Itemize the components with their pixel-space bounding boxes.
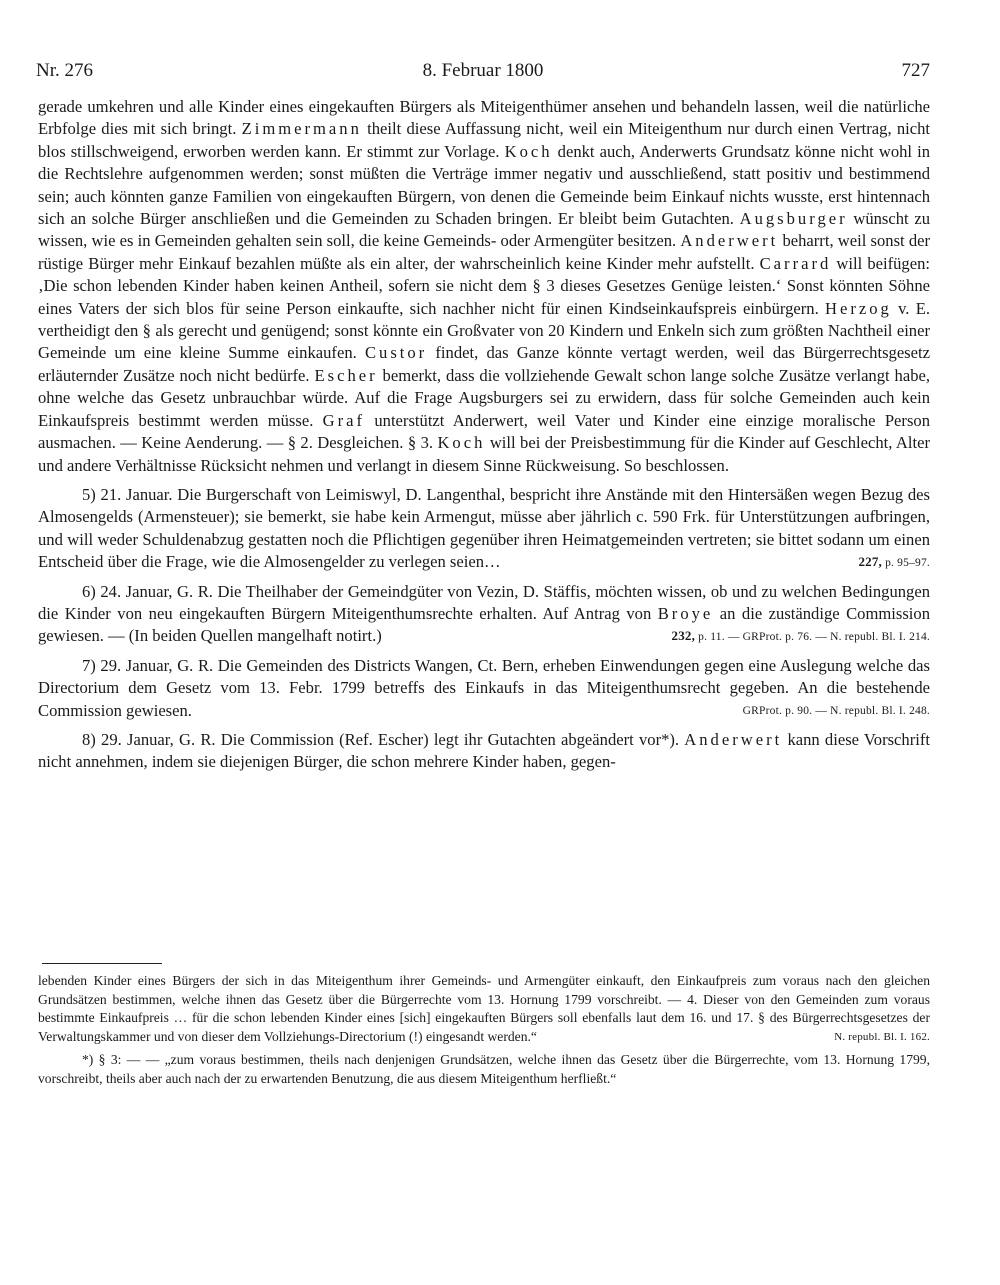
text-run: findet, das Ganze könnte vertagt werden, weil das Bürgerrechtsgesetz erläuternder Zusätze noch nicht bedürfe. (38, 343, 930, 385)
text-run: unterstützt Anderwert, weil Vater und Kinder eine einzige moralische Person ausmachen. — Keine Aenderung. — § 2. Desgleichen. § 3. (38, 410, 930, 453)
ref-number: 232, (671, 628, 696, 644)
text-run: wünscht zu wissen, wie es in Gemeinden gehalten sein soll, die keine Gemeinds- oder Armengüter besitzen. (38, 209, 930, 251)
speaker-name: Herzog (824, 298, 892, 318)
footnotes (38, 972, 930, 1094)
text-run: 7) 29. Januar, G. R. Die Gemeinden des Districts Wangen, Ct. Bern, erheben Einwendungen gegen eine Auslegung welche das Directorium dem Gesetz vom 13. Febr. 1799 betreffs des Einkaufs in das Miteigenthumsrecht gegeben. An die bestehende Commission gewiesen. (38, 655, 930, 720)
entry-8 (38, 729, 930, 774)
footnote-continuation (38, 972, 930, 1046)
source-reference (814, 551, 930, 574)
speaker-name: Anderwert (684, 729, 783, 749)
text-run: kann diese Vorschrift nicht annehmen, indem sie diejenigen Bürger, die schon mehrere Kinder haben, gegen- (38, 729, 930, 772)
speaker-name: Anderwert (680, 231, 779, 251)
source-reference (628, 625, 930, 648)
text-run: v. E. vertheidigt den § als gerecht und genügend; sonst könnte ein Großvater von 20 Kindern und Enkeln sich zum größten Nachtheil einer Gemeinde um eine kleine Summe einkaufen. (38, 298, 930, 363)
entry-7 (38, 655, 930, 722)
text-run: beharrt, weil sonst der rüstige Bürger mehr Einkauf bezahlen müßte als ein alter, der wahrscheinlich keine Kinder mehr aufstellt. (38, 231, 931, 273)
ref-pages: p. 11. — GRProt. p. 76. — N. republ. Bl. I. 214. (695, 631, 930, 644)
ref-number: 227, (858, 554, 882, 570)
text-run: gerade umkehren und alle Kinder eines eingekauften Bürgers als Miteigenthümer ansehen und behandeln lassen, weil die natürliche Erbfolge dies mit sich bringt. (38, 97, 930, 139)
source-reference: GRProt. p. 90. — N. republ. Bl. I. 248. (742, 704, 930, 717)
text-run: bemerkt, dass die vollziehende Gewalt schon lange solche Zusätze verlangt habe, ohne welche das Gesetz unbrauchbar würde. Auf die Frage Augsburgers sei zu erwidern, dass für solche Gemeinden auch kein Einkaufspreis bestimmt werden müsse. (38, 365, 931, 430)
speaker-name: Augsburger (739, 209, 848, 229)
running-header (36, 60, 930, 88)
speaker-name: Zimmermann (241, 119, 362, 139)
text-run: theilt diese Auffassung nicht, weil ein Miteigenthum nur durch einen Vertrag, nicht blos stillschweigend, erworben werden kann. Er stimmt zur Vorlage. (38, 119, 931, 161)
ref-pages: p. 95–97. (882, 557, 930, 570)
page-number: 727 (901, 60, 930, 81)
speaker-name: Carrard (759, 253, 832, 273)
footnote-asterisk: *) § 3: — — „zum voraus bestimmen, theils nach denjenigen Grundsätzen, welche ihnen das Gesetz über die Bürgerrechte, vom 13. Hornung 1799, vorschreibt, theils aber auch nach der zu erwartenden Benutzung, die aus diesem Miteigenthum herfließt.“ (38, 1052, 930, 1086)
footnote-divider (42, 963, 162, 964)
text-run: lebenden Kinder eines Bürgers der sich in das Miteigenthum ihrer Gemeinds- und Armengüter einkauft, den Einkaufpreis zum voraus nach den gleichen Grundsätzen bestimmen, welche ihnen das Gesetz über die Bürgerrechte vom 13. Hornung 1799 vorschreibt. — 4. Dieser von den Gemeinden zum voraus bestimmte Einkaufpreis … für die schon lebenden Kinder eines [sich] eingekauften Bürgers soll ebenfalls laut dem 16. und 17. § des Bürgerrechtsgesetzes der Verwaltungskammer und von dieser dem Vollziehungs-Directorium (!) eingesandt werden.“ (38, 973, 930, 1044)
speaker-name: Graf (322, 410, 366, 430)
speaker-name: Koch (504, 141, 553, 161)
text-run: an die zuständige Commission gewiesen. — (In beiden Quellen mangelhaft notirt.) (38, 603, 930, 646)
text-run: 6) 24. Januar, G. R. Die Theilhaber der Gemeindgüter von Vezin, D. Stäffis, möchten wissen, ob und zu welchen Bedingungen die Kinder von neu eingekauften Bürgern Miteigenthumsrechte erhalten. Auf Antrag von (38, 581, 930, 623)
speaker-name: Escher (314, 365, 378, 385)
entry-5 (38, 484, 930, 574)
text-run: will bei der Preisbestimmung für die Kinder auf Geschlecht, Alter und andere Verhältnisse Rücksicht nehmen und verlangt in diesem Sinne Rückweisung. So beschlossen. (38, 433, 931, 475)
main-text (38, 96, 930, 781)
speaker-name: Broye (657, 603, 714, 623)
header-date: 8. Februar 1800 (422, 60, 544, 81)
speaker-name: Koch (437, 433, 486, 453)
entry-number: Nr. 276 (36, 60, 93, 81)
source-reference: N. republ. Bl. I. 162. (834, 1030, 930, 1043)
paragraph-continuation (38, 96, 930, 477)
text-run: 5) 21. Januar. Die Burgerschaft von Leimiswyl, D. Langenthal, bespricht ihre Anstände mit den Hintersäßen wegen Bezug des Almosengelds (Armensteuer); sie bemerkt, sie habe kein Armengut, müsse aber jährlich c. 590 Frk. für Unterstützungen aufbringen, und will weder Schuldenabzug gestatten noch die Pflichtigen gegenüber ihren Heimatgemeinden vertreten; sie bittet sodann um einen Entscheid über die Frage, wie die Almosengelder zu verlegen seien… (38, 484, 930, 572)
entry-6 (38, 581, 930, 648)
speaker-name: Custor (364, 343, 428, 363)
text-run: will beifügen: ‚Die schon lebenden Kinder haben keinen Antheil, sofern sie nicht dem § 3 dieses Gesetzes Genüge leisten.‘ Sonst könnten Söhne eines Vaters der sich blos für seine Person einkaufte, sich nachher nicht für einen Kindseinkaufspreis einbürgern. (38, 253, 930, 318)
text-run: denkt auch, Anderwerts Grundsatz könne nicht wohl in die Rechtslehre aufgenommen werden; sonst müßten die Verträge immer negativ und ausschließend, statt positiv und bestimmend sein; auch könnten ganze Familien von eingekauften Bürgern, von denen die Gemeinde beim Einkauf nichts wusste, erst hintennach sich an solche Bürger anschließen und die Gemeinden zu Schaden bringen. Er bleibt beim Gutachten. (38, 141, 931, 229)
text-run: 8) 29. Januar, G. R. Die Commission (Ref. Escher) legt ihr Gutachten abgeändert vor*). (82, 729, 685, 749)
